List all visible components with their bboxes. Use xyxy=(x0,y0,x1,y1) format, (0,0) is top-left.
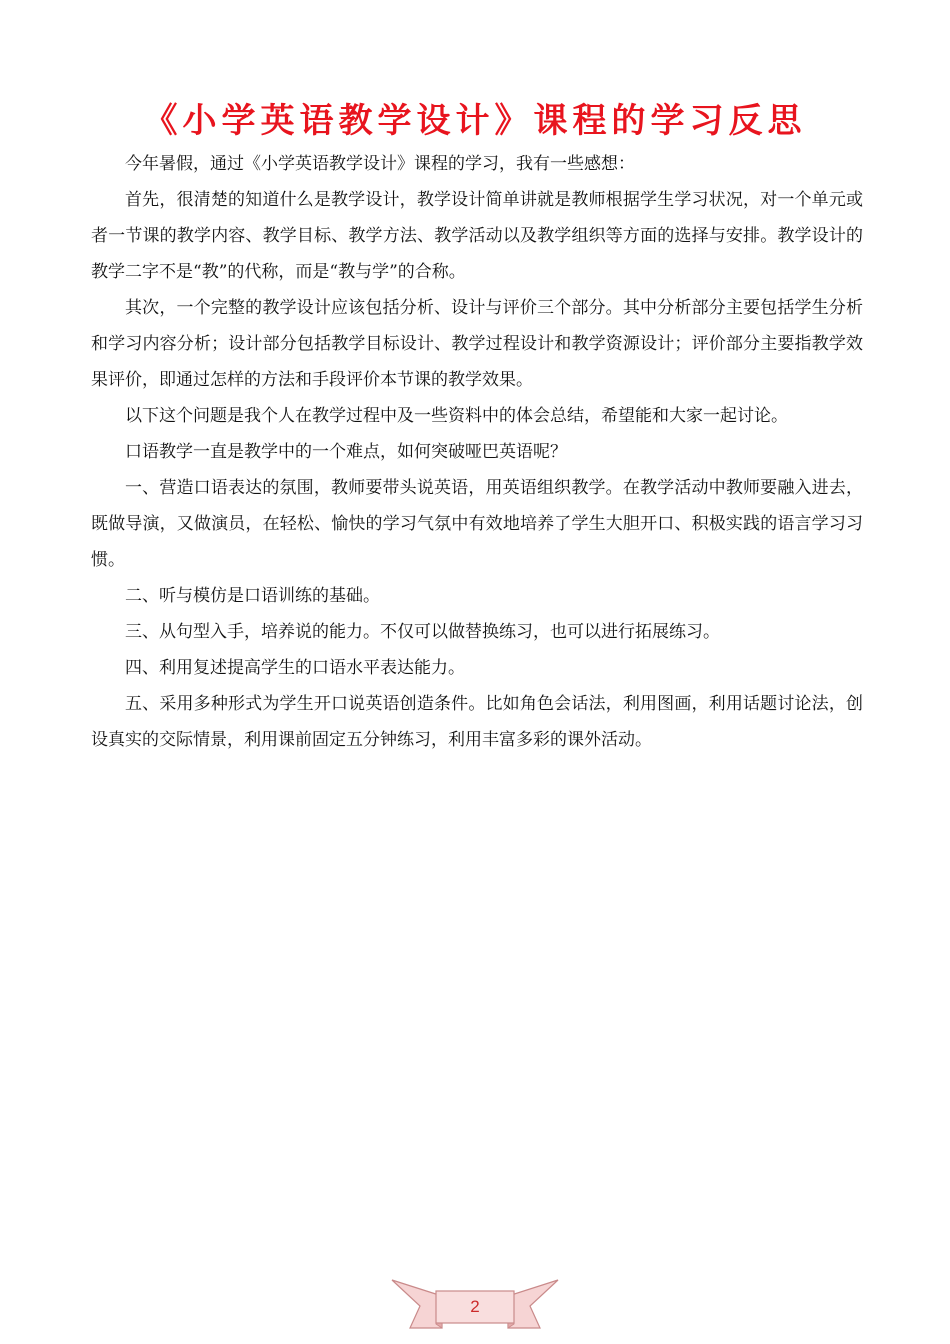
body-text xyxy=(91,146,863,758)
paragraph-point-4: 四、利用复述提高学生的口语水平表达能力。 xyxy=(125,658,465,678)
paragraph-point-2: 二、听与模仿是口语训练的基础。 xyxy=(125,586,380,606)
paragraph-discussion: 以下这个问题是我个人在教学过程中及一些资料中的体会总结，希望能和大家一起讨论。 xyxy=(125,406,788,426)
paragraph-intro: 今年暑假，通过《小学英语教学设计》课程的学习，我有一些感想： xyxy=(125,154,635,174)
paragraph-point-3: 三、从句型入手，培养说的能力。不仅可以做替换练习，也可以进行拓展练习。 xyxy=(125,622,720,642)
paragraph-point-1: 一、营造口语表达的氛围，教师要带头说英语，用英语组织教学。在教学活动中教师要融入进去，既做导演，又做演员，在轻松、愉快的学习气氛中有效地培养了学生大胆开口、积极实践的语言学习习惯。 xyxy=(91,478,863,570)
paragraph-second: 其次，一个完整的教学设计应该包括分析、设计与评价三个部分。其中分析部分主要包括学生分析和学习内容分析；设计部分包括教学目标设计、教学过程设计和教学资源设计；评价部分主要指教学效果评价，即通过怎样的方法和手段评价本节课的教学效果。 xyxy=(91,298,863,390)
page-number: 2 xyxy=(470,1297,480,1316)
page-title: 《小学英语教学设计》课程的学习反思 xyxy=(143,101,807,141)
paragraph-question: 口语教学一直是教学中的一个难点，如何突破哑巴英语呢？ xyxy=(125,442,567,462)
paragraph-point-5: 五、采用多种形式为学生开口说英语创造条件。比如角色会话法，利用图画，利用话题讨论法，创设真实的交际情景，利用课前固定五分钟练习，利用丰富多彩的课外活动。 xyxy=(91,694,863,750)
paragraph-first: 首先，很清楚的知道什么是教学设计，教学设计简单讲就是教师根据学生学习状况，对一个单元或者一节课的教学内容、教学目标、教学方法、教学活动以及教学组织等方面的选择与安排。教学设计的教学二字不是“教”的代称，而是“教与学”的合称。 xyxy=(91,190,863,282)
